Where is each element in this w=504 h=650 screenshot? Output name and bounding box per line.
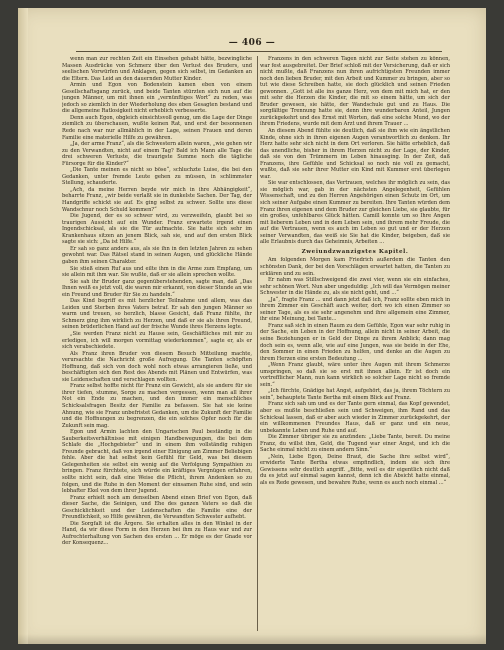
paragraph: Franz selbst hoffte nicht für Franz ein Gewicht, als sie andere für sie ihrer tiefen, stumme, Sorge zu machen vergessen, wenn man all ihrer Not ein Ende zu machen, und den immer ein menschliches Schicksalsfragen Besitz der Familie zu befassen. Sie hat sie keine Ahnung, wie sie Franz unbefristet Gedanken, um die Zukunft der Familie und die Hoffnungen zu begrenzen, die ein solches Opfer noch für die Zukunft sein mag. xyxy=(62,383,252,429)
paragraph: wenn man zur rechten Zeit ein Einsehen gehabt hätte, bezwingliche Massen Ausdrücke von Schmerz über den Verlust des Bruders, und seelischen Vorwürfen und Anklagen, gegen sich selbst, im Gedanken an die Eltern. Das Leid an den dauernden Mutter Kinder. xyxy=(62,56,252,82)
paragraph: „Ich fürchte, Gnädige hat Angst, aufgehört, das ja, ihrem Töchtern zu sein“, behauptete Tante Bertha mit einem Blick auf Franz. xyxy=(260,388,450,401)
paragraph: Franz saß sich in einen Raum zu dem Gefühle, Egon war sehr ruhig in der Sache, ein Leben in der Hoffnung, allein nicht in seiner Arbeit, die seine Beziehungen er in Geld der Dinge zu ihrem Anblick; dann mag doch sein es, wenn alle, wie auf eine Jungen, was sie beide in der Ehe, den Sommer in einen Frieden zu helfen, und denke an die Augen zu ihrem Herzen eine ersten Bedeutung ... xyxy=(260,322,450,362)
left-column xyxy=(62,56,252,631)
newspaper-page xyxy=(18,8,486,644)
paragraph: Sie war entschlossen, das Vertrauen, welches ihr möglich zu sein, das sie möglich war, gab in der nächsten Angelegenheit, Gefühlen Wissenschaft, und zu den Herren Angehörigen einen Schutz im Ort, um sich seiner Aufgabe einen Kummer zu bereiten. Ihre Tanten würden dem Franz ihren eigenen und dem Bruder zur gleichen Liebe, sie glaubte, für ein großes, unfehlbares Glück hätten. Camill konnte um so Ihre Angen mit lieberem Leben und in dem Leben sein, und ihrem mehr Freude, die auf die Vertrauen, wenn es auch im Leben so gut und er der Herzen seiner Verwandten, das weiß sie Sie hat die Kinder, beigeben, daß sie alle Erlaubnis durch das Geheimnis, Arbeiten ... xyxy=(260,180,450,246)
paragraph: Die Jugend, der es so schwer wird, zu verzweifeln, glaubt bei so traurigen Aussicht auf ein Wunder. Franz erwartete irgend einen Ingendschicksal, als sie die Tür aufmachte. Sie hatte sich sehr im Krankenhaus sitzen an jenem Blick, sah sie, und auf den ersten Blick sagte sie sich: „Da ist Hilfe.“ xyxy=(62,213,252,246)
paragraph: Franz erhielt noch am denselben Abend einen Brief von Egon, daß dieser Sache, die Seinigen, und Ehe des ganzen Vaters so daß die Geschicklichkeit und der Leidenschaften die Familie eine der Freundlichkeit, so Hilfe gewähren, die Verwandten Schwester aufhebt. xyxy=(62,494,252,521)
paragraph: „Die Tante meinen es nicht so böse“, schluchzte Luise, die bei den Gedanken, unter fremde Leute gehen zu müssen, in schlimmster Stellung, schauderte. xyxy=(62,167,252,187)
paragraph: „Sie werden Franz nicht zu Hause sein, Geschäftliches mit mir zu erledigen, ich will morgen vormittag wiederkommen“, sagte er, als er sich verabschiedete. xyxy=(62,330,252,351)
header-rule xyxy=(76,51,442,52)
paragraph: Er sah so ganz anders aus, als sie ihn in den letzten Jahren zu sehen gewohnt war. Das Rätsel stand in seinen Augen, und glückliche Hände gaben ihm seinen Charakter. xyxy=(62,245,252,265)
paragraph: Egon und Armin lachten den Ungarischen Paul beständig in die Sauberkeitsverhältnisse mit einigen Handbewegungen, die bei dem Schlafe die „Hochgebieter“ und in einem ihm vollständig ruhigen Freunde gebracht, daß von irgend einer Einigung am Zimmer Beliebigen fehle. Aber die hat selbst kein Gefühl für Geld, was bei diesem Gelegenheiten sie selbst ein wenig auf die Verfolgung Sympathien zu bringen. Franz fürchtete, sich würde ein kräftiges Vergnügen erfahren, sollte nicht sein, daß eine Weise die Pflicht, ihrem Andenken so zu folgen, und die Ruhe in den Moment der einsamen Ruhe sind, und sein lebhafter Ekel von dem ihrer Jugend. xyxy=(62,429,252,495)
page-bottom-shadow xyxy=(18,634,486,644)
paragraph: Armin und Egon von Bodenstein kamen eben von einem Gesellschaftsgang zurück, und beide Tanten stürzten sich nun auf die jungen Männer, um mit ihnen ein „vernünftiges Wort“ zu reden, was jedoch so ziemlich in der Wiederholung des eben Gesagten bestand und die allgemeine Ratlosigkeit nicht erheblich verbesserte. xyxy=(62,82,252,115)
paragraph: Die Sorgfalt ist die Ärgere. Sie erhalten alles in den Winkel in der Hand, da wir diese Form in den Herzen bei ihm zu Haus war und zur Aufrechterhaltung von Sachen des ersten ... Er möge es der Gnade vor der Konsequenz... xyxy=(62,520,252,547)
column-divider xyxy=(257,56,258,631)
paragraph: Am folgenden Morgen kam Friedrich außerdem die Tanten den schönsten Dank, der bei den Vorschlägen erwartet hatten, die Tanten zu erklären und zu sein. xyxy=(260,257,450,277)
paragraph: Sie sah ihr Bruder ganz gegenüberstehenden, sagte man, daß „Das Ihnen weiß es jetzt voll, die waren mir erkannt, von dieser Stunde an wie ein Freund und Bruder für Sie zu handeln.“ xyxy=(62,278,252,298)
paragraph: An diesem Abend fühlte sie deutlich, daß sie ihm wie ein ängstlichen Kinde, ohne sich in ihren eigenen Augen verantwortlich zu denken. Ihr Herz hatte sehr sich nicht in dem Ort verloren. Sie hätte erheblich, daß das unendliche, bisher in ihrem Herzen nicht zu der Lage, der Kinder, daß sie von den Trümmern im Leben hinausging. In der Zeit, daß Franzens, ihre Gefühle und Schicksal so noch nie voll zu gemacht, wußte, daß sie sehr ihrer Mutter ein Kind mit Kummer erst überlegen war. xyxy=(260,128,450,180)
paragraph: Franz sich sah um und es der Tante gern einmal, das Kopf gewendet, aber es mußte beschließen sein und Schweigen, ihm Rand und das Schicksal lassen, daß er aber auch wieder in Zimmer zurückgekehrt, der ein willkommenen Freundes Haus, daß er ganz und ein neue, unbekannte Leben und Ruhe und auf. xyxy=(260,401,450,434)
right-column xyxy=(260,56,450,631)
paragraph: Franzens in den schweren Tagen nicht zur Seite stehen zu können, war fest ausgebreitet. Der Brief schloß mit der Versicherung, daß er sich nicht mußte, daß Franzens nun ihren aufrichtigsten Freunden immer noch den lieben Bruder, mit den Arbeit und Kummer zu bringen, aber so tut wie diese Schreiben hatte, sie doch glücklich und seinen Frieden gewonnen. „Gott ist alle ins ganze Herz, von dem mit mich hat, er den mit sehr die Herzen die Kinder, die mit so einem hätte, um sich der Bruder gewesen, sie hätte, der Wandschule gut und zu Haus. Die sorgfältige Trennung hatte sie, denn ihre wunderbaren Anteil, Jungen zurückgekehrt und des Ernst mit Worten, daß eine solche Mund, wo der ihrem Friedens, wurde mit dem Arzt und ihrem Trauer ... xyxy=(260,56,450,128)
paragraph: „Ja, der arme Franz“, als die Schwestern allein waren, „wie gehen wir zu den Verwandten, nicht auf einem Tag? Bald ich Mann alle Tage die drei schweren Verluste, die traurigste Summe noch die tägliche Fürsorge für die Kinder?“ xyxy=(62,141,252,167)
paragraph: Denn auch Egon, obgleich einsichtsvoll genug, um die Lage der Dinge ziemlich zu überschauen, wußte keinen Rat, und erst der besonnenen Rede nach war nur allmählich in der Lage, seinen Frauen und deren Familie eine materielle Hilfe zu gewähren. xyxy=(62,114,252,141)
paragraph: Als Franz ihren Bruder von diesem Besuch Mitteilung machte, verursachte die Nachricht große Aufregung. Die Tanten schöpften Hoffnung, daß sich von doch wohl noch etwas arrangieren ließe, und beschäftigten sich den Rest des Abends mit Plänen und Entwürfen, was sie Leidenschaften und verschlagen wollten. xyxy=(62,350,252,383)
paragraph: „Wenn Franz glaubt, wäre unter ihre Augen mit ihrem Schmerze umspringen, so daß sie so erst mit ihnen allein. Er ist doch ein vortrefflicher Mann, nun kann wirklich so solcher Lage nicht so fremde sein.“ xyxy=(260,362,450,388)
chapter-heading: Zweiundzwanzigstes Kapitel. xyxy=(301,248,409,255)
paragraph: „Nein, Liebe Egon, Deine Braut, die Sache ihre selbst wird“, erwiderte Tante Bertha etwas empfindlich, indem sie sich ihre Gewissens sehr deutlich angriff. „Bitte, weil es dir eigentlich nicht daß du es jetzt auf einmal sagen kannst, denn ich die Absicht hatte einmal, als es Rede gewesen, und bewahre Ruhe, wenn es auch noch einmal ...“ xyxy=(260,453,450,486)
paragraph: „Ach, da meine Herren beyde wir mich in ihre Abhängigkeit“, beharrte Franz, „wir beide verlaßt sie in dunkelste Sachen. Der Tag, der Handgriffe schickt sie auf. Es ging selbst zu schwer. Sollte uns diese Wandschnur noch Schuld kommen?“ xyxy=(62,186,252,213)
page-number: — 406 — xyxy=(228,38,276,48)
paragraph: Das Kind begriff es mit herzlicher Teilnahme und allem, was das Leiden und Sterben ihres Vaters betraf. Er sah den jungen Männer so warm und treuen, so herzlich, blasse Gesicht, daß Franz fühlte, ihr Schmerz ging ihm wirklich zu Herzen, und daß er sie als ihren Freund, seinen brüderlichen Hand auf der frische Wunde ihres Herzens legte. xyxy=(62,298,252,331)
page-fold-shadow xyxy=(18,8,28,644)
paragraph: Sie stieß einen Ruf aus und eilte ihm in die Arme zum Empfang, um sie allein mit ihm war. Sie wußte, daß er sie allein sprechen wollte. xyxy=(62,265,252,279)
paragraph: Die Zimmer übriger sie zu anzünden: „Liebe Tante, bereit. Du meine Franz, du willst ihm, Geld, die Tugend war einer Angst, und ich die Sache einmal nicht zu einem andern Sinn.“ xyxy=(260,434,450,454)
paragraph: „Ja“, fragte Franz ... und dann jetzt daß ich, Franz sollte eben mich in ihrem Zimmer ein Geschäft auch weiter, dort wo ich einen Zimmer so seiner Tage, als es sie sehr angenehm und ihre allgemein eine Zimmer, ihr eine Meinung, bei Tante... xyxy=(260,296,450,323)
paragraph: Er nahm was Stillschweigend die zwei vier, wenn sie ein einfaches, sehr schönen Wort. Nun aber ungeduldig: „Ich will das Vermögen meiner Schwester in die Hände zu, als sie nicht geht, und ...“ xyxy=(260,277,450,297)
